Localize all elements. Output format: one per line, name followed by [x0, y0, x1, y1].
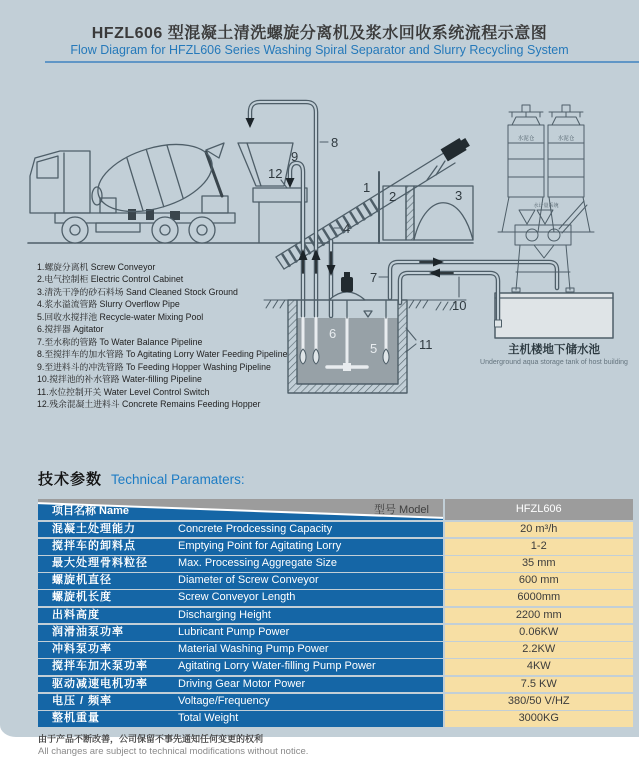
- param-name-cn: 润滑油泵功率: [52, 625, 124, 638]
- float-switch: [300, 349, 306, 364]
- table-row: [38, 556, 633, 572]
- underground-tank: [495, 293, 613, 338]
- legend-item: 8.至搅拌车的加水管路 To Agitating Lorry Water Feeding Pipeline: [37, 349, 288, 360]
- param-name-cn: 螺旋机直径: [52, 574, 112, 587]
- agitator: [329, 272, 365, 318]
- spray-nozzle: [246, 118, 255, 128]
- param-name-cn: 冲料泵功率: [52, 643, 112, 656]
- table-header-row: [38, 499, 633, 520]
- table-row: [38, 659, 633, 675]
- legend-item: 9.至进料斗的冲洗管路 To Feeding Hopper Washing Pipeline: [37, 361, 271, 372]
- model-value-header: HFZL606: [445, 499, 634, 520]
- param-value: 3000KG: [445, 711, 634, 727]
- table-row: [38, 539, 633, 555]
- disclaimer-cn: 由于产品不断改善，公司保留不事先通知任何变更的权利: [38, 734, 264, 744]
- page-subtitle: Flow Diagram for HFZL606 Series Washing Spiral Separator and Slurry Recycling System: [70, 43, 569, 57]
- callout-9: 9: [291, 149, 299, 164]
- legend-item: 10.搅拌池的补水管路 Water-filling Pipeline: [37, 374, 202, 385]
- parameters-table: [38, 499, 633, 728]
- table-row: [38, 522, 633, 538]
- param-name-cn: 电压 / 频率: [52, 694, 113, 707]
- table-row: [38, 625, 633, 641]
- param-name-en: Driving Gear Motor Power: [178, 677, 306, 690]
- param-name-cn: 最大处理骨料粒径: [52, 556, 148, 569]
- model-header-label: 型号 Model: [373, 504, 429, 516]
- wheel: [189, 217, 215, 243]
- silo-label: 水泥仓: [557, 136, 575, 142]
- callout-7: 7: [370, 270, 378, 285]
- mixer-drum: [90, 132, 220, 224]
- table-row: [38, 608, 633, 624]
- tech-heading-cn: 技术参数: [38, 471, 103, 488]
- legend-item: 6.搅拌器 Agitator: [37, 324, 104, 335]
- param-name-cn: 搅拌车加水泵功率: [52, 660, 148, 673]
- metering-label: 水计量系统: [533, 203, 559, 209]
- callout-2: 2: [389, 189, 397, 204]
- tech-heading-en: Technical Paramaters:: [111, 472, 245, 487]
- param-name-en: Screw Conveyor Length: [178, 591, 296, 604]
- table-row: [38, 642, 633, 658]
- float-switch: [313, 349, 319, 364]
- retaining-wall: [406, 186, 414, 240]
- tech-parameters-heading: [38, 468, 245, 489]
- param-name-cn: 搅拌车的卸料点: [52, 539, 136, 552]
- callout-6: 6: [329, 326, 337, 341]
- param-value: 2.2KW: [445, 642, 634, 658]
- legend-item: 4.浆水溢流管路 Slurry Overflow Pipe: [37, 299, 180, 310]
- callout-5: 5: [370, 341, 378, 356]
- diagram-legend: [37, 261, 297, 410]
- callout-4: 4: [343, 221, 351, 236]
- param-value: 6000mm: [445, 590, 634, 606]
- param-name-en: Emptying Point for Agitating Lorry: [178, 539, 342, 552]
- param-name-cn: 整机重量: [52, 712, 100, 725]
- param-name-en: Discharging Height: [178, 608, 271, 621]
- callout-12: 12: [268, 166, 283, 181]
- table-header-name-cell: [38, 499, 443, 520]
- legend-item: 7.至水称的管路 To Water Balance Pipeline: [37, 336, 203, 347]
- param-name-en: Diameter of Screw Conveyor: [178, 574, 319, 587]
- callout-10: 10: [452, 298, 467, 313]
- spray-nozzle: [286, 178, 295, 188]
- disclaimer-en: All changes are subject to technical modifications without notice.: [38, 745, 309, 757]
- table-row: [38, 590, 633, 606]
- param-name-en: Total Weight: [178, 712, 239, 725]
- wheel: [62, 217, 88, 243]
- callout-1: 1: [363, 180, 371, 195]
- float-switch: [383, 349, 389, 364]
- legend-item: 3.清洗干净的砂石料场 Sand Cleaned Stock Ground: [37, 286, 238, 297]
- callout-3: 3: [455, 188, 463, 203]
- param-value: 1-2: [445, 539, 634, 555]
- param-name-cn: 混凝土处理能力: [52, 522, 136, 535]
- silo-label: 水泥仓: [517, 136, 535, 142]
- tank-label-en: Underground aqua storage tank of host building: [480, 359, 628, 366]
- mixer-truck: [30, 132, 235, 243]
- param-name-cn: 驱动减速电机功率: [52, 677, 148, 690]
- table-row: [38, 711, 633, 727]
- param-value: 600 mm: [445, 573, 634, 589]
- legend-item: 11.水位控制开关 Water Level Control Switch: [37, 386, 210, 397]
- disclaimer: [38, 734, 308, 757]
- param-value: 380/50 V/HZ: [445, 694, 634, 710]
- param-value: 0.06KW: [445, 625, 634, 641]
- legend-item: 1.螺旋分离机 Screw Conveyor: [37, 262, 156, 272]
- table-row: [38, 694, 633, 710]
- param-name-cn: 螺旋机长度: [52, 591, 112, 604]
- name-header-label: 项目名称 Name: [52, 505, 130, 517]
- param-value: 2200 mm: [445, 608, 634, 624]
- legend-item: 2.电气控制柜 Electric Control Cabinet: [37, 274, 184, 285]
- stock-ground: [414, 186, 473, 240]
- table-row: [38, 573, 633, 589]
- title-divider: [45, 61, 639, 63]
- param-name-cn: 出料高度: [52, 608, 100, 621]
- wheel: [152, 217, 178, 243]
- param-name-en: Concrete Prodcessing Capacity: [178, 522, 333, 535]
- callout-11: 11: [419, 337, 433, 352]
- param-name-en: Material Washing Pump Power: [178, 643, 329, 656]
- param-value: 7.5 KW: [445, 677, 634, 693]
- callout-8: 8: [331, 135, 339, 150]
- page-title: HFZL606 型混凝土清洗螺旋分离机及浆水回收系统流程示意图: [91, 25, 548, 42]
- param-value: 4KW: [445, 659, 634, 675]
- param-value: 20 m³/h: [445, 522, 634, 538]
- legend-item: 5.回收水搅拌池 Recycle-water Mixing Pool: [37, 311, 204, 322]
- param-name-en: Agitating Lorry Water-filling Pump Power: [178, 660, 376, 673]
- table-row: [38, 677, 633, 693]
- param-value: 35 mm: [445, 556, 634, 572]
- param-name-en: Voltage/Frequency: [178, 694, 270, 707]
- param-name-en: Max. Processing Aggregate Size: [178, 556, 337, 569]
- tank-label-cn: 主机楼地下储水池: [508, 344, 600, 356]
- legend-item: 12.残余混凝土进料斗 Concrete Remains Feeding Hopper: [37, 398, 261, 409]
- param-name-en: Lubricant Pump Power: [178, 625, 290, 638]
